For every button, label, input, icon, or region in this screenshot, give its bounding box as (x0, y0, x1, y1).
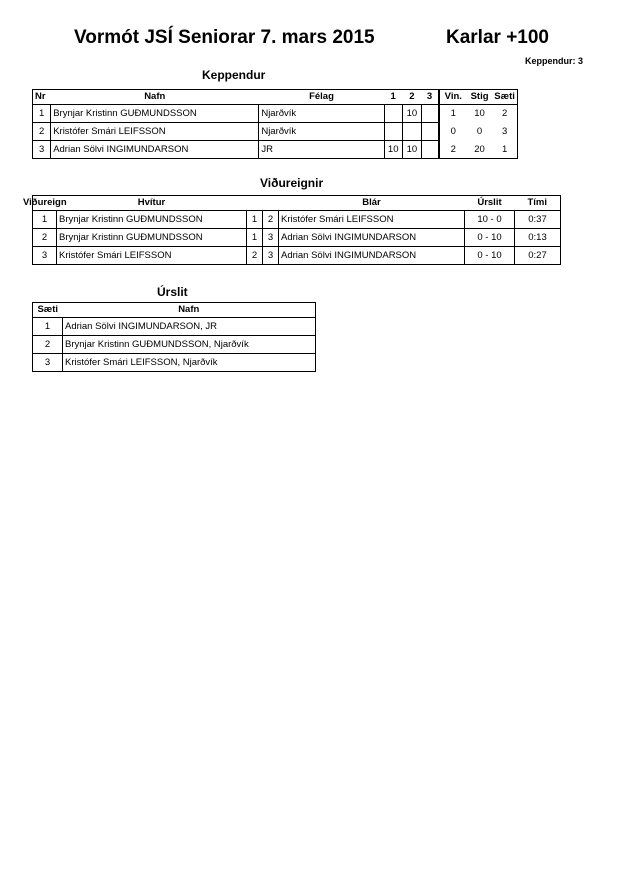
cell-saeti: 3 (501, 126, 508, 137)
cell-nr: 2 (33, 123, 51, 141)
cell-nafn: Brynjar Kristinn GUÐMUNDSSON, Njarðvík (63, 336, 316, 354)
urslit-table (32, 302, 316, 372)
cell-white-nr: 1 (247, 229, 263, 247)
cell-felag: Njarðvík (259, 123, 384, 141)
cell-blar: Adrian Sölvi INGIMUNDARSON (279, 247, 465, 265)
cell-r1 (384, 105, 402, 123)
cell-blue-nr: 3 (263, 229, 279, 247)
cell-saeti: 1 (501, 143, 508, 155)
cell-saeti: 2 (33, 336, 63, 354)
cell-vin: 2 (439, 141, 467, 159)
cell-r3 (421, 123, 438, 141)
table-row (33, 229, 561, 247)
vidureignir-heading: Viðureignir (260, 176, 324, 190)
cell-white-nr: 2 (247, 247, 263, 265)
cell-stig: 0 (476, 126, 483, 137)
cell-timi: 0:37 (515, 211, 561, 229)
cell-nafn: Kristófer Smári LEIFSSON, Njarðvík (63, 354, 316, 372)
page-title: Vormót JSÍ Seniorar 7. mars 2015 (74, 27, 375, 48)
cell-nr: 1 (33, 211, 57, 229)
cell-nafn: Brynjar Kristinn GUÐMUNDSSON (51, 105, 259, 123)
cell-nafn: Adrian Sölvi INGIMUNDARSON, JR (63, 318, 316, 336)
col-r1: 1 (384, 90, 402, 105)
col-vidureign: Viðureign (21, 196, 45, 211)
cell-felag: JR (259, 141, 384, 159)
vidureignir-table (23, 195, 561, 265)
table-row (33, 336, 316, 354)
table-row (33, 211, 561, 229)
col-r3: 3 (421, 90, 438, 105)
cell-timi: 0:27 (515, 247, 561, 265)
cell-r2: 10 (402, 105, 421, 123)
cell-r3 (421, 141, 438, 159)
competitors-count: Keppendur: 3 (525, 56, 584, 66)
weight-category: Karlar +100 (446, 27, 549, 48)
cell-felag: Njarðvík (259, 105, 384, 123)
keppendur-heading: Keppendur (202, 68, 266, 82)
table-row (33, 123, 518, 141)
col-nafn: Nafn (51, 90, 259, 105)
table-row (33, 247, 561, 265)
cell-urslit: 0 - 10 (465, 247, 515, 265)
cell-saeti: 1 (33, 318, 63, 336)
cell-blue-nr: 3 (263, 247, 279, 265)
cell-blar: Adrian Sölvi INGIMUNDARSON (279, 229, 465, 247)
col-saeti: Sæti (33, 303, 63, 318)
cell-vin: 1 (439, 105, 467, 123)
table-row (33, 354, 316, 372)
cell-nr: 3 (33, 247, 57, 265)
cell-r2: 10 (402, 141, 421, 159)
cell-stig: 10 (474, 108, 485, 120)
col-stig: Stig (467, 90, 492, 105)
cell-r1 (384, 123, 402, 141)
cell-nafn: Adrian Sölvi INGIMUNDARSON (51, 141, 259, 159)
col-blar: Blár (279, 196, 465, 211)
cell-nr: 3 (33, 141, 51, 159)
col-saeti: Sæti (492, 90, 517, 105)
cell-saeti: 3 (33, 354, 63, 372)
cell-vin: 0 (439, 123, 467, 141)
cell-hvitur: Kristófer Smári LEIFSSON (57, 247, 247, 265)
col-timi: Tími (515, 196, 561, 211)
col-hvitur: Hvítur (57, 196, 247, 211)
urslit-heading: Úrslit (157, 285, 188, 299)
cell-urslit: 10 - 0 (465, 211, 515, 229)
col-felag: Félag (259, 90, 384, 105)
cell-hvitur: Brynjar Kristinn GUÐMUNDSSON (57, 229, 247, 247)
cell-stig: 20 (474, 143, 485, 155)
cell-blue-nr: 2 (263, 211, 279, 229)
table-row (33, 318, 316, 336)
cell-white-nr: 1 (247, 211, 263, 229)
cell-saeti: 2 (501, 108, 508, 120)
cell-r3 (421, 105, 438, 123)
cell-blar: Kristófer Smári LEIFSSON (279, 211, 465, 229)
col-r2: 2 (402, 90, 421, 105)
cell-r1: 10 (384, 141, 402, 159)
cell-urslit: 0 - 10 (465, 229, 515, 247)
cell-r2 (402, 123, 421, 141)
col-vin: Vin. (439, 90, 467, 105)
cell-nr: 2 (33, 229, 57, 247)
cell-nafn: Kristófer Smári LEIFSSON (51, 123, 259, 141)
cell-hvitur: Brynjar Kristinn GUÐMUNDSSON (57, 211, 247, 229)
table-row (33, 105, 518, 123)
keppendur-table (32, 89, 518, 159)
table-row (33, 141, 518, 159)
col-urslit: Úrslit (465, 196, 515, 211)
cell-timi: 0:13 (515, 229, 561, 247)
cell-nr: 1 (33, 105, 51, 123)
col-nafn: Nafn (63, 303, 316, 318)
col-nr: Nr (33, 90, 51, 105)
